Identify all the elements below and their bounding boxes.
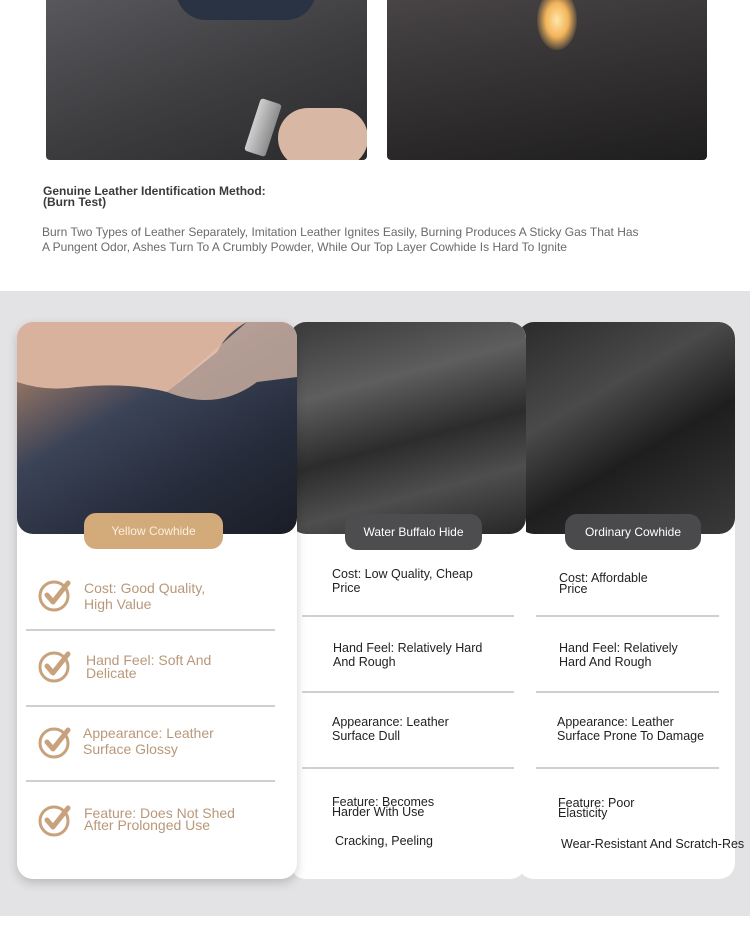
card-yellow-cowhide	[17, 322, 297, 879]
lighter	[244, 98, 282, 157]
card-ordinary-cowhide	[518, 322, 735, 879]
shoe-sole	[176, 0, 316, 20]
ordinary-feature-cost: Cost: Affordable Price	[559, 571, 648, 596]
buffalo-feature-durability: Feature: Becomes Harder With Use	[332, 795, 435, 819]
buffalo-feature-appearance: Appearance: Leather Surface Dull	[332, 715, 449, 743]
ordinary-feature-hand-feel: Hand Feel: Relatively Hard And Rough	[559, 641, 678, 669]
hand-holding-bag	[17, 322, 297, 534]
label-yellow-cowhide: Yellow Cowhide	[84, 513, 223, 549]
ordinary-cowhide-photo	[518, 322, 735, 534]
ordinary-feature-durability: Feature: Poor Elasticity	[558, 796, 635, 820]
buffalo-feature-cost: Cost: Low Quality, Cheap Price	[332, 567, 473, 595]
label-ordinary-cowhide: Ordinary Cowhide	[565, 514, 701, 550]
burn-test-photo-genuine	[387, 0, 707, 160]
finger	[278, 108, 367, 160]
yellow-cowhide-photo	[17, 322, 297, 534]
ordinary-feature-appearance: Appearance: Leather Surface Prone To Damage	[557, 715, 705, 743]
burn-test-description: Burn Two Types of Leather Separately, Imitation Leather Ignites Easily, Burning Produces A Sticky Gas That Has A Pungent Odor, Ashes Turn To A Crumbly Powder, While Our Top Layer Cowhide Is Hard To Ignite	[42, 225, 639, 254]
label-water-buffalo-hide: Water Buffalo Hide	[345, 514, 482, 550]
burn-test-photo-imitation	[46, 0, 367, 160]
yellow-feature-cost: Cost: Good Quality, High Value	[84, 580, 206, 612]
buffalo-feature-durability-note: Cracking, Peeling	[335, 834, 433, 848]
card-water-buffalo-hide	[290, 322, 526, 879]
yellow-feature-durability: Feature: Does Not Shed After Prolonged Use	[84, 805, 235, 833]
yellow-feature-appearance: Appearance: Leather Surface Glossy	[83, 725, 214, 757]
yellow-feature-hand-feel: Hand Feel: Soft And Delicate	[86, 652, 212, 681]
buffalo-feature-hand-feel: Hand Feel: Relatively Hard And Rough	[333, 641, 483, 669]
flame	[537, 0, 577, 50]
burn-test-heading: Genuine Leather Identification Method: (Burn Test)	[43, 184, 266, 209]
water-buffalo-photo	[290, 322, 526, 534]
ordinary-feature-durability-note: Wear-Resistant And Scratch-Res	[561, 838, 745, 851]
